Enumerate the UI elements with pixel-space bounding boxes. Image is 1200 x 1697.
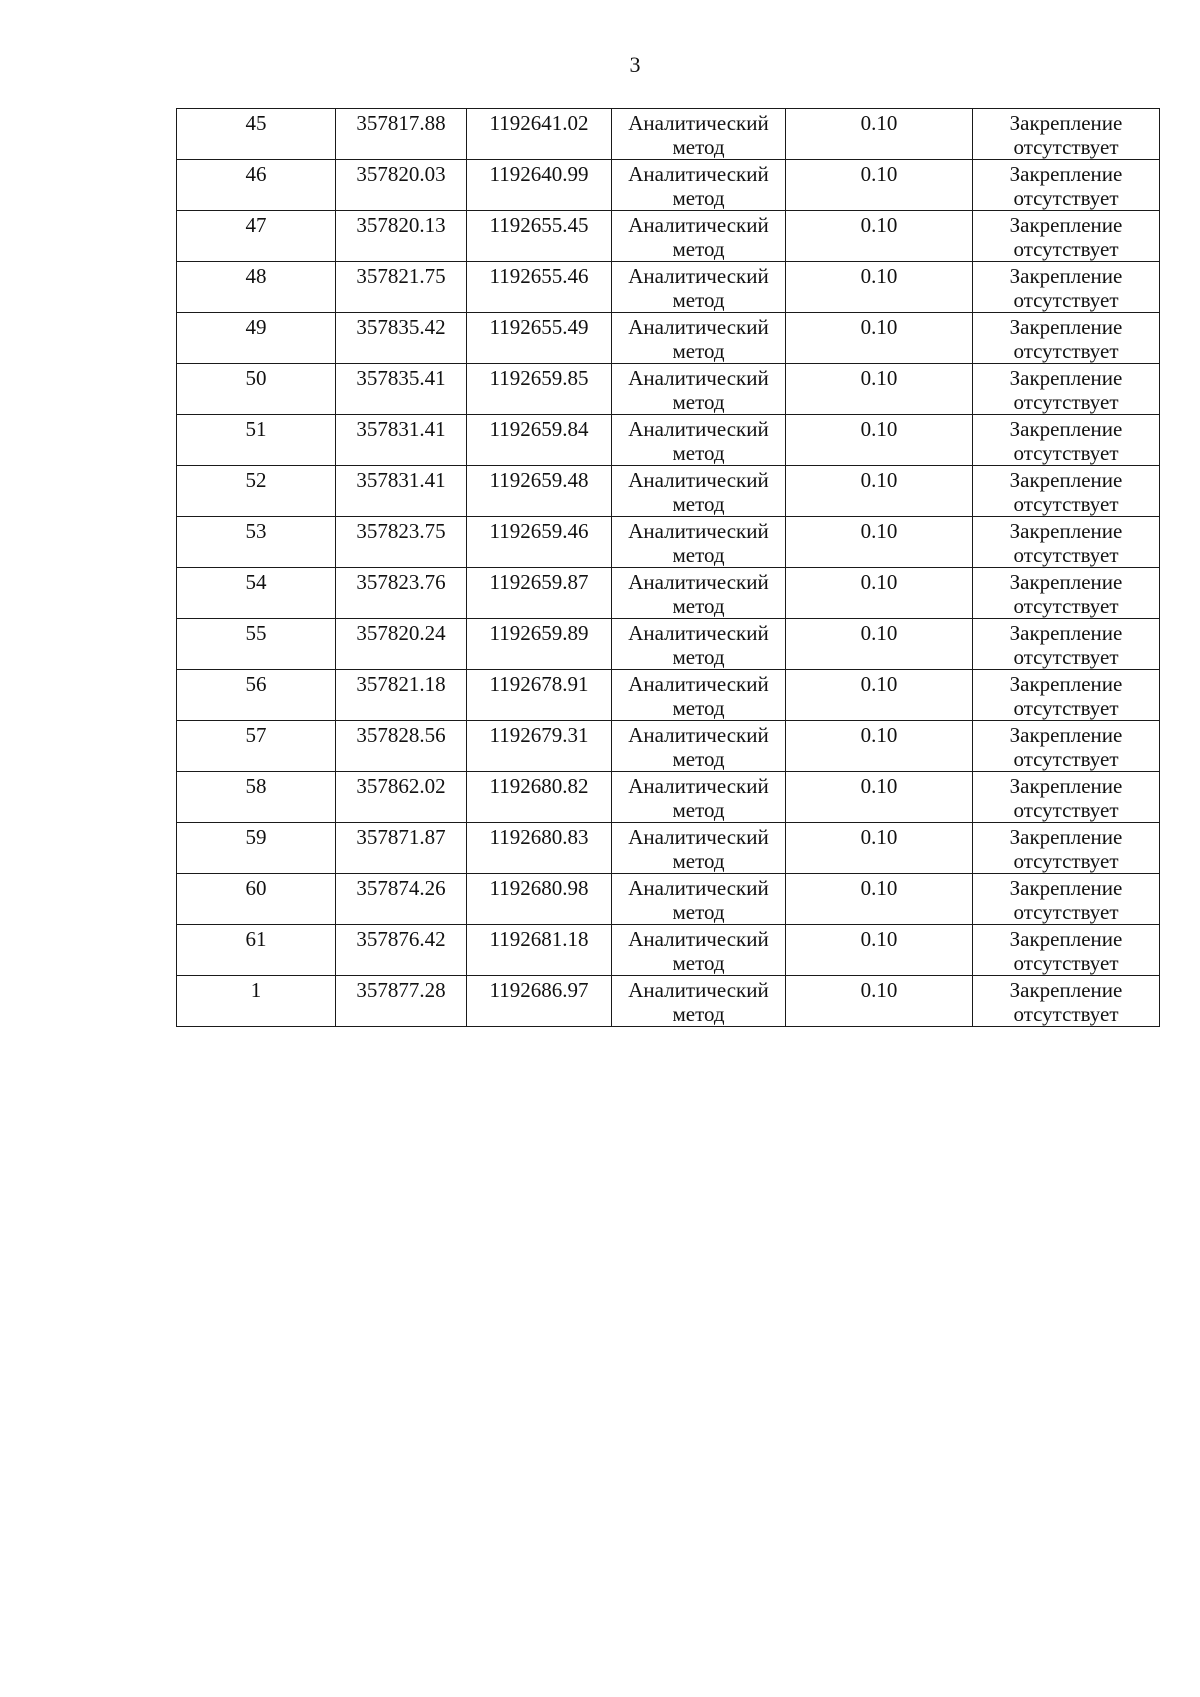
accuracy-cell: 0.10 — [786, 670, 973, 721]
method-cell: Аналитический метод — [612, 211, 786, 262]
x-coordinate-cell: 357820.03 — [336, 160, 467, 211]
y-coordinate-cell: 1192640.99 — [467, 160, 612, 211]
fixing-cell: Закрепление отсутствует — [973, 670, 1160, 721]
point-number-cell: 46 — [177, 160, 336, 211]
accuracy-cell: 0.10 — [786, 313, 973, 364]
method-cell: Аналитический метод — [612, 466, 786, 517]
table-row — [177, 721, 1160, 772]
y-coordinate-cell: 1192680.98 — [467, 874, 612, 925]
x-coordinate-cell: 357835.41 — [336, 364, 467, 415]
y-coordinate-cell: 1192679.31 — [467, 721, 612, 772]
y-coordinate-cell: 1192659.84 — [467, 415, 612, 466]
x-coordinate-cell: 357831.41 — [336, 415, 467, 466]
method-cell: Аналитический метод — [612, 262, 786, 313]
point-number-cell: 45 — [177, 109, 336, 160]
point-number-cell: 1 — [177, 976, 336, 1027]
x-coordinate-cell: 357820.13 — [336, 211, 467, 262]
table-row — [177, 466, 1160, 517]
x-coordinate-cell: 357835.42 — [336, 313, 467, 364]
point-number-cell: 60 — [177, 874, 336, 925]
accuracy-cell: 0.10 — [786, 211, 973, 262]
point-number-cell: 48 — [177, 262, 336, 313]
accuracy-cell: 0.10 — [786, 874, 973, 925]
y-coordinate-cell: 1192659.48 — [467, 466, 612, 517]
x-coordinate-cell: 357874.26 — [336, 874, 467, 925]
fixing-cell: Закрепление отсутствует — [973, 109, 1160, 160]
y-coordinate-cell: 1192641.02 — [467, 109, 612, 160]
fixing-cell: Закрепление отсутствует — [973, 262, 1160, 313]
method-cell: Аналитический метод — [612, 925, 786, 976]
x-coordinate-cell: 357821.18 — [336, 670, 467, 721]
point-number-cell: 59 — [177, 823, 336, 874]
accuracy-cell: 0.10 — [786, 619, 973, 670]
point-number-cell: 55 — [177, 619, 336, 670]
x-coordinate-cell: 357821.75 — [336, 262, 467, 313]
x-coordinate-cell: 357828.56 — [336, 721, 467, 772]
accuracy-cell: 0.10 — [786, 925, 973, 976]
accuracy-cell: 0.10 — [786, 262, 973, 313]
y-coordinate-cell: 1192659.87 — [467, 568, 612, 619]
table-row — [177, 874, 1160, 925]
page-number: 3 — [629, 52, 641, 77]
accuracy-cell: 0.10 — [786, 415, 973, 466]
table-row — [177, 670, 1160, 721]
fixing-cell: Закрепление отсутствует — [973, 517, 1160, 568]
point-number-cell: 57 — [177, 721, 336, 772]
x-coordinate-cell: 357862.02 — [336, 772, 467, 823]
x-coordinate-cell: 357871.87 — [336, 823, 467, 874]
fixing-cell: Закрепление отсутствует — [973, 160, 1160, 211]
table-row — [177, 211, 1160, 262]
y-coordinate-cell: 1192659.85 — [467, 364, 612, 415]
x-coordinate-cell: 357817.88 — [336, 109, 467, 160]
accuracy-cell: 0.10 — [786, 160, 973, 211]
fixing-cell: Закрепление отсутствует — [973, 313, 1160, 364]
accuracy-cell: 0.10 — [786, 772, 973, 823]
table-row — [177, 925, 1160, 976]
y-coordinate-cell: 1192678.91 — [467, 670, 612, 721]
y-coordinate-cell: 1192680.83 — [467, 823, 612, 874]
x-coordinate-cell: 357876.42 — [336, 925, 467, 976]
table-row — [177, 313, 1160, 364]
fixing-cell: Закрепление отсутствует — [973, 568, 1160, 619]
method-cell: Аналитический метод — [612, 517, 786, 568]
fixing-cell: Закрепление отсутствует — [973, 466, 1160, 517]
x-coordinate-cell: 357820.24 — [336, 619, 467, 670]
method-cell: Аналитический метод — [612, 823, 786, 874]
y-coordinate-cell: 1192680.82 — [467, 772, 612, 823]
method-cell: Аналитический метод — [612, 874, 786, 925]
accuracy-cell: 0.10 — [786, 976, 973, 1027]
point-number-cell: 58 — [177, 772, 336, 823]
accuracy-cell: 0.10 — [786, 109, 973, 160]
y-coordinate-cell: 1192655.46 — [467, 262, 612, 313]
table-row — [177, 364, 1160, 415]
y-coordinate-cell: 1192655.49 — [467, 313, 612, 364]
point-number-cell: 47 — [177, 211, 336, 262]
table-row — [177, 517, 1160, 568]
point-number-cell: 51 — [177, 415, 336, 466]
fixing-cell: Закрепление отсутствует — [973, 619, 1160, 670]
method-cell: Аналитический метод — [612, 772, 786, 823]
method-cell: Аналитический метод — [612, 415, 786, 466]
point-number-cell: 61 — [177, 925, 336, 976]
accuracy-cell: 0.10 — [786, 721, 973, 772]
accuracy-cell: 0.10 — [786, 568, 973, 619]
x-coordinate-cell: 357831.41 — [336, 466, 467, 517]
fixing-cell: Закрепление отсутствует — [973, 721, 1160, 772]
method-cell: Аналитический метод — [612, 364, 786, 415]
point-number-cell: 56 — [177, 670, 336, 721]
accuracy-cell: 0.10 — [786, 517, 973, 568]
method-cell: Аналитический метод — [612, 109, 786, 160]
table-row — [177, 619, 1160, 670]
fixing-cell: Закрепление отсутствует — [973, 772, 1160, 823]
fixing-cell: Закрепление отсутствует — [973, 211, 1160, 262]
accuracy-cell: 0.10 — [786, 364, 973, 415]
table-row — [177, 160, 1160, 211]
y-coordinate-cell: 1192655.45 — [467, 211, 612, 262]
y-coordinate-cell: 1192681.18 — [467, 925, 612, 976]
accuracy-cell: 0.10 — [786, 823, 973, 874]
method-cell: Аналитический метод — [612, 976, 786, 1027]
method-cell: Аналитический метод — [612, 313, 786, 364]
method-cell: Аналитический метод — [612, 670, 786, 721]
point-number-cell: 52 — [177, 466, 336, 517]
x-coordinate-cell: 357823.75 — [336, 517, 467, 568]
method-cell: Аналитический метод — [612, 160, 786, 211]
fixing-cell: Закрепление отсутствует — [973, 976, 1160, 1027]
point-number-cell: 54 — [177, 568, 336, 619]
x-coordinate-cell: 357877.28 — [336, 976, 467, 1027]
fixing-cell: Закрепление отсутствует — [973, 415, 1160, 466]
method-cell: Аналитический метод — [612, 568, 786, 619]
table-row — [177, 772, 1160, 823]
table-row — [177, 823, 1160, 874]
table-row — [177, 262, 1160, 313]
table-row — [177, 109, 1160, 160]
table-row — [177, 415, 1160, 466]
table-row — [177, 568, 1160, 619]
method-cell: Аналитический метод — [612, 619, 786, 670]
coordinates-table-body — [177, 109, 1160, 1027]
point-number-cell: 50 — [177, 364, 336, 415]
fixing-cell: Закрепление отсутствует — [973, 925, 1160, 976]
x-coordinate-cell: 357823.76 — [336, 568, 467, 619]
fixing-cell: Закрепление отсутствует — [973, 823, 1160, 874]
point-number-cell: 53 — [177, 517, 336, 568]
table-row — [177, 976, 1160, 1027]
coordinates-table — [176, 108, 1160, 1027]
point-number-cell: 49 — [177, 313, 336, 364]
accuracy-cell: 0.10 — [786, 466, 973, 517]
fixing-cell: Закрепление отсутствует — [973, 364, 1160, 415]
y-coordinate-cell: 1192659.46 — [467, 517, 612, 568]
y-coordinate-cell: 1192659.89 — [467, 619, 612, 670]
y-coordinate-cell: 1192686.97 — [467, 976, 612, 1027]
method-cell: Аналитический метод — [612, 721, 786, 772]
fixing-cell: Закрепление отсутствует — [973, 874, 1160, 925]
